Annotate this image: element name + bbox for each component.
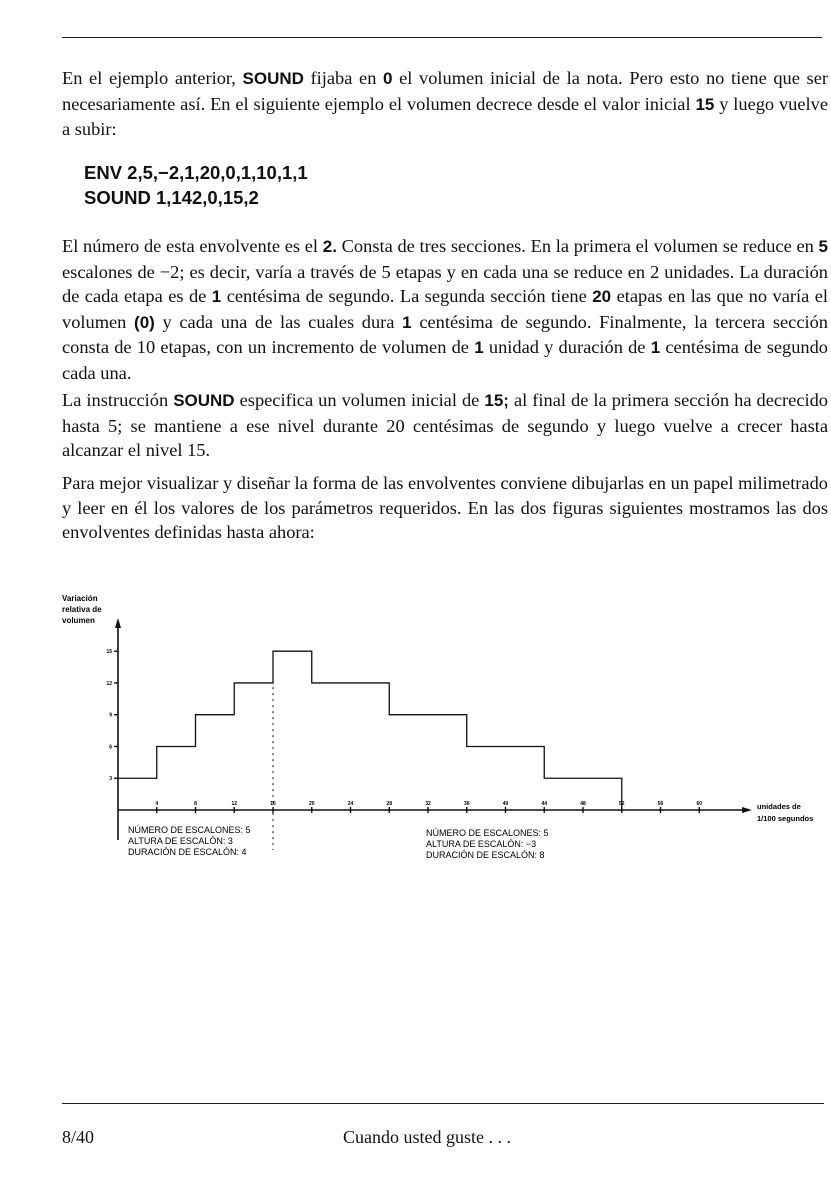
y-tick-label: 6	[109, 744, 112, 751]
x-tick-label: 52	[618, 801, 625, 807]
y-label-line: volumen	[62, 616, 95, 625]
paragraph-sound: La instrucción SOUND especifica un volumen inicial de 15; al final de la primera sección ha decrecido hasta 5; se mantiene a ese nivel durante 20 centésimas de segundo y luego vuelve a crecer hasta alcanzar el nivel 15.	[62, 390, 828, 460]
x-tick-label: 36	[463, 801, 470, 807]
code-line-sound: SOUND 1,142,0,15,2	[84, 186, 259, 208]
y-tick-label: 15	[106, 649, 112, 656]
x-tick-label: 48	[580, 801, 586, 807]
annotation-line: DURACIÓN DE ESCALÓN: 8	[426, 850, 545, 860]
y-tick-label: 9	[109, 712, 112, 719]
x-tick-label: 24	[347, 801, 354, 807]
code-line-env: ENV 2,5,−2,1,20,0,1,10,1,1	[84, 162, 308, 183]
x-tick-label: 44	[541, 801, 548, 807]
envelope-chart	[0, 585, 831, 885]
annotation-line: ALTURA DE ESCALÓN: 3	[128, 836, 233, 846]
bottom-rule	[62, 1103, 824, 1104]
y-label-line: Variación	[62, 594, 98, 603]
y-axis-arrow	[115, 618, 121, 628]
footer-title: Cuando usted guste . . .	[343, 1127, 511, 1147]
x-label-line: unidades de	[757, 802, 801, 811]
y-label-line: relativa de	[62, 605, 102, 614]
annotation-left	[128, 825, 251, 857]
annotation-line: NÚMERO DE ESCALONES: 5	[426, 828, 549, 838]
y-tick-label: 3	[109, 776, 112, 783]
annotation-line: DURACIÓN DE ESCALÓN: 4	[128, 847, 247, 857]
chart-series	[118, 651, 622, 850]
x-label-line: 1/100 segundos	[757, 814, 814, 823]
x-tick-label: 16	[270, 801, 276, 807]
x-tick-label: 20	[308, 801, 315, 807]
annotation-line: ALTURA DE ESCALÓN: −3	[426, 839, 537, 849]
x-ticks	[155, 801, 702, 813]
x-axis-arrow	[742, 807, 752, 813]
x-tick-label: 4	[155, 801, 159, 807]
paragraph-intro: En el ejemplo anterior, SOUND fijaba en 0 el volumen inicial de la nota. Pero esto no tiene que ser necesariamente así. En el siguiente ejemplo el volumen decrece desde el valor inicial 15 y luego vuelve a subir:	[62, 68, 828, 139]
chart-axes	[115, 618, 752, 840]
x-tick-label: 56	[657, 801, 664, 807]
x-tick-label: 12	[231, 801, 238, 807]
x-tick-label: 8	[194, 801, 197, 807]
annotation-right	[426, 828, 549, 860]
x-axis-label	[757, 802, 813, 823]
annotation-line: NÚMERO DE ESCALONES: 5	[128, 825, 251, 835]
code-block	[84, 161, 308, 210]
paragraph-explanation: El número de esta envolvente es el 2. Consta de tres secciones. En la primera el volumen se reduce en 5 escalones de −2; es decir, varía a través de 5 etapas y en cada una se reduce en 2 unidades. La duración de cada etapa es de 1 centésima de segundo. La segunda sección tiene 20 etapas en las que no varía el volumen (0) y cada una de las cuales dura 1 centésima de segundo. Finalmente, la tercera sección consta de 10 etapas, con un incremento de volumen de 1 unidad y duración de 1 centésima de segundo cada una.	[62, 236, 828, 383]
x-tick-label: 60	[696, 801, 703, 807]
top-rule	[62, 37, 822, 38]
page-number: 8/40	[62, 1127, 95, 1147]
x-tick-label: 28	[386, 801, 393, 807]
y-axis-label	[62, 594, 102, 625]
paragraph-figures: Para mejor visualizar y diseñar la forma de las envolventes conviene dibujarlas en un papel milimetrado y leer en él los valores de los parámetros requeridos. En las dos figuras siguientes mostramos las dos envolventes definidas hasta ahora:	[62, 473, 828, 542]
y-tick-label: 12	[106, 680, 112, 687]
x-tick-label: 40	[502, 801, 509, 807]
y-ticks	[106, 649, 118, 782]
series-line	[118, 651, 622, 810]
x-tick-label: 32	[425, 801, 431, 807]
